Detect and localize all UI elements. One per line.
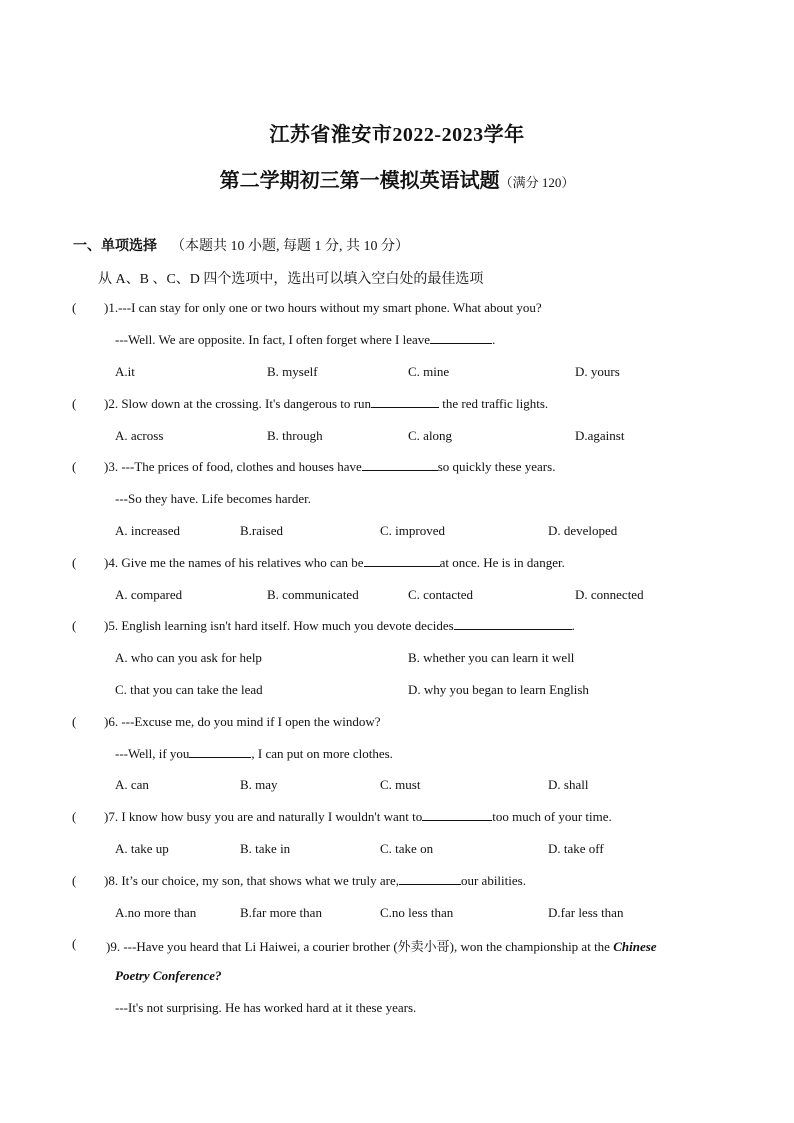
option: C. contacted: [408, 587, 473, 602]
answer-blank: [430, 332, 492, 344]
option: D. yours: [575, 364, 620, 379]
question-3-reply: ---So they have. Life becomes harder.: [115, 491, 312, 506]
option: A.it: [115, 364, 135, 379]
option: B. may: [240, 777, 278, 792]
option: A.no more than: [115, 905, 197, 920]
option: A. can: [115, 777, 149, 792]
option: D. shall: [548, 777, 589, 792]
answer-blank: [371, 396, 439, 408]
question-5: )5. English learning isn't hard itself. How much you devote decides .: [104, 618, 575, 633]
answer-paren: (: [72, 809, 77, 824]
answer-paren: (: [72, 459, 77, 474]
answer-blank: [362, 459, 438, 471]
option: C. must: [380, 777, 421, 792]
exam-title-line2: [0, 164, 794, 193]
option: A. take up: [115, 841, 169, 856]
section-title: 一、单项选择: [73, 239, 157, 254]
option: B. whether you can learn it well: [408, 650, 575, 665]
answer-blank: [422, 809, 492, 821]
option: C. mine: [408, 364, 450, 379]
answer-paren: (: [72, 873, 77, 888]
option: B. communicated: [267, 587, 359, 602]
emphasis-text: Chinese: [613, 939, 657, 954]
question-9-continuation: Poetry Conference?: [115, 968, 222, 983]
option: C. along: [408, 428, 453, 443]
question-1-reply: ---Well. We are opposite. In fact, I often forget where I leave .: [115, 332, 496, 347]
question-1: )1.---I can stay for only one or two hours without my smart phone. What about you?: [104, 300, 542, 315]
option: D. take off: [548, 841, 604, 856]
option: A. who can you ask for help: [115, 650, 262, 665]
question-9-reply: ---It's not surprising. He has worked hard at it these years.: [115, 1000, 417, 1015]
option: B.far more than: [240, 905, 322, 920]
answer-blank: [399, 873, 461, 885]
answer-paren: (: [72, 555, 77, 570]
option: B. myself: [267, 364, 318, 379]
exam-title-main: 第二学期初三第一模拟英语试题: [219, 170, 500, 192]
option: D.far less than: [548, 905, 624, 920]
answer-paren: (: [72, 300, 77, 315]
question-3: )3. ---The prices of food, clothes and houses have so quickly these years.: [104, 459, 556, 474]
question-2: )2. Slow down at the crossing. It's dangerous to run the red traffic lights.: [104, 396, 549, 411]
answer-blank: [454, 618, 572, 630]
option: A. increased: [115, 523, 180, 538]
exam-title-line1: 江苏省淮安市2022-2023学年: [269, 124, 525, 146]
answer-blank: [189, 746, 251, 758]
answer-paren: (: [72, 936, 77, 951]
section-instruction: 从 A、B 、C、D 四个选项中，选出可以填入空白处的最佳选项: [98, 272, 484, 287]
option: B. take in: [240, 841, 291, 856]
answer-paren: (: [72, 714, 77, 729]
option: A. compared: [115, 587, 183, 602]
option: A. across: [115, 428, 164, 443]
option: C.no less than: [380, 905, 454, 920]
option: B. through: [267, 428, 323, 443]
question-4: )4. Give me the names of his relatives who can be at once. He is in danger.: [104, 555, 565, 570]
answer-paren: (: [72, 618, 77, 633]
option: D.against: [575, 428, 625, 443]
score-note: （满分 120）: [499, 175, 575, 190]
answer-paren: (: [72, 396, 77, 411]
option: D. why you began to learn English: [408, 682, 589, 697]
question-7: )7. I know how busy you are and naturally I wouldn't want to too much of your time.: [104, 809, 612, 824]
question-8: )8. It’s our choice, my son, that shows what we truly are, our abilities.: [104, 873, 526, 888]
option: C. that you can take the lead: [115, 682, 263, 697]
option: B.raised: [240, 523, 283, 538]
option: D. connected: [575, 587, 644, 602]
section-heading: [73, 235, 409, 255]
question-9: )9. ---Have you heard that Li Haiwei, a courier brother (外卖小哥), won the championship at the Chinese: [106, 939, 657, 954]
option: D. developed: [548, 523, 618, 538]
answer-blank: [364, 555, 440, 567]
section-note: （本题共 10 小题, 每题 1 分, 共 10 分）: [171, 239, 409, 254]
question-6-reply: ---Well, if you , I can put on more clothes.: [115, 746, 393, 761]
question-6: )6. ---Excuse me, do you mind if I open the window?: [104, 714, 381, 729]
option: C. take on: [380, 841, 434, 856]
option: C. improved: [380, 523, 445, 538]
